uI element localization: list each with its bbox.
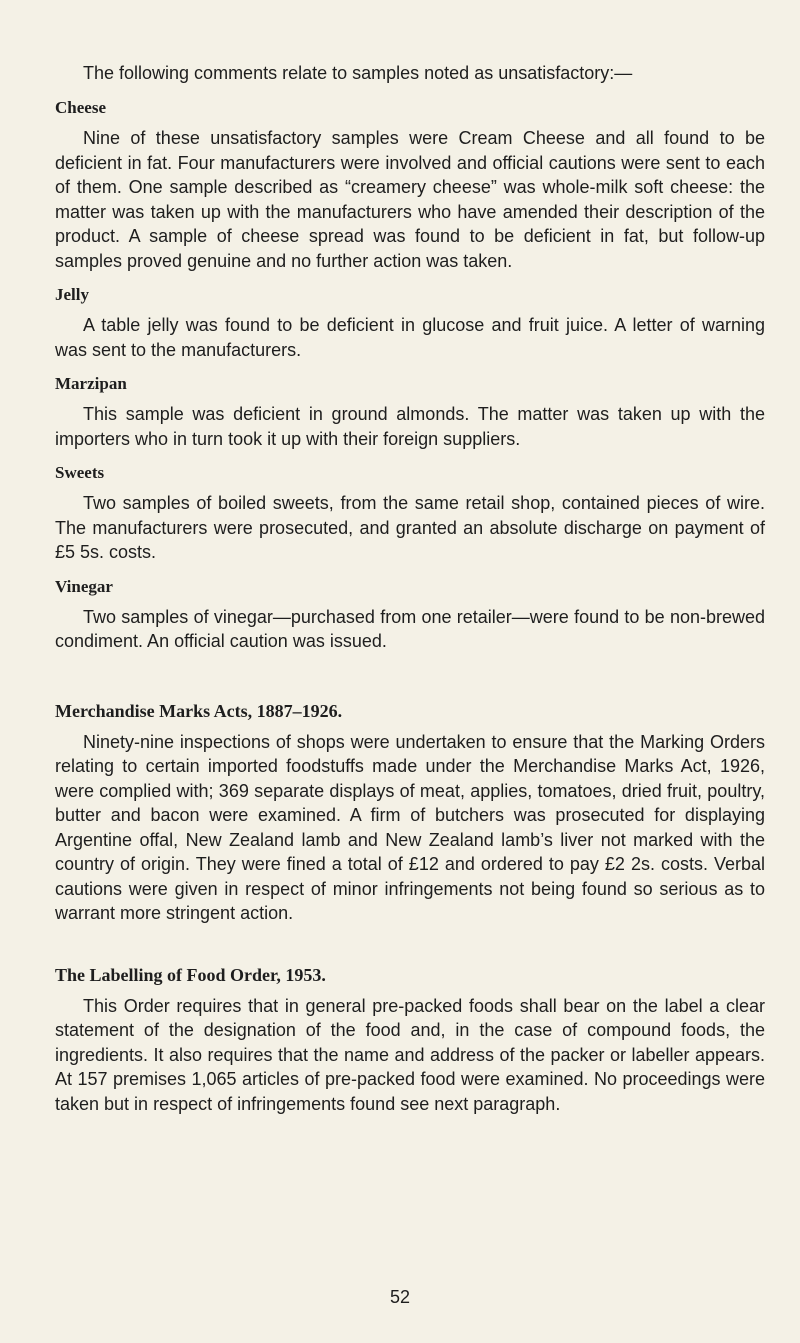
paragraph-vinegar: Two samples of vinegar—purchased from one retailer—were found to be non-brewed condiment. An official caution was issued. bbox=[55, 606, 765, 651]
heading-cheese: Cheese bbox=[55, 98, 106, 117]
paragraph-marzipan: This sample was deficient in ground almonds. The matter was taken up with the importers who in turn took it up with their foreign suppliers. bbox=[55, 404, 765, 449]
heading-sweets: Sweets bbox=[55, 463, 105, 482]
section-jelly bbox=[55, 283, 765, 362]
document-page bbox=[55, 60, 765, 1120]
section-cheese bbox=[55, 96, 765, 273]
intro-text: The following comments relate to samples noted as unsatisfactory:— bbox=[83, 63, 633, 83]
paragraph-cheese: Nine of these unsatisfactory samples were Cream Cheese and all found to be deficient in fat. Four manufacturers were involved and official cautions were sent to each of them. One sample described as “creamery cheese” was whole-milk soft cheese: the matter was taken up with the manufacturers who have amended their description of the product. A sample of cheese spread was found to be deficient in fat, but follow-up samples proved genuine and no further action was taken. bbox=[55, 128, 765, 271]
section-merchandise-marks bbox=[55, 698, 765, 926]
section-marzipan bbox=[55, 372, 765, 451]
section-sweets bbox=[55, 461, 765, 565]
paragraph-merchandise-marks: Ninety-nine inspections of shops were undertaken to ensure that the Marking Orders relating to certain imported foodstuffs made under the Merchandise Marks Act, 1926, were complied with; 369 separate displays of meat, applies, tomatoes, dried fruit, poultry, butter and bacon were examined. A firm of butchers was prosecuted for displaying Argentine offal, New Zealand lamb and New Zealand lamb’s liver not marked with the country of origin. They were fined a total of £12 and ordered to pay £2 2s. costs. Verbal cautions were given in respect of minor infringements not being found so serious as to warrant more stringent action. bbox=[55, 731, 765, 923]
paragraph-labelling-order: This Order requires that in general pre-packed foods shall bear on the label a clear statement of the designation of the food and, in the case of compound foods, the ingredients. It also requires that the name and address of the packer or labeller appears. At 157 premises 1,065 articles of pre-packed food were examined. No proceedings were taken but in respect of infringements found see next paragraph. bbox=[55, 995, 765, 1114]
page-number: 52 bbox=[389, 1287, 411, 1307]
heading-jelly: Jelly bbox=[55, 285, 89, 304]
heading-labelling-order: The Labelling of Food Order, 1953. bbox=[55, 964, 326, 985]
paragraph-sweets: Two samples of boiled sweets, from the same retail shop, contained pieces of wire. The manufacturers were prosecuted, and granted an absolute discharge on payment of £5 5s. costs. bbox=[55, 493, 765, 562]
heading-vinegar: Vinegar bbox=[55, 576, 113, 596]
section-vinegar bbox=[55, 575, 765, 654]
paragraph-jelly: A table jelly was found to be deficient in glucose and fruit juice. A letter of warning was sent to the manufacturers. bbox=[55, 315, 765, 360]
section-labelling-order bbox=[55, 962, 765, 1117]
heading-marzipan: Marzipan bbox=[55, 374, 127, 393]
heading-merchandise-marks: Merchandise Marks Acts, 1887–1926. bbox=[55, 700, 343, 721]
